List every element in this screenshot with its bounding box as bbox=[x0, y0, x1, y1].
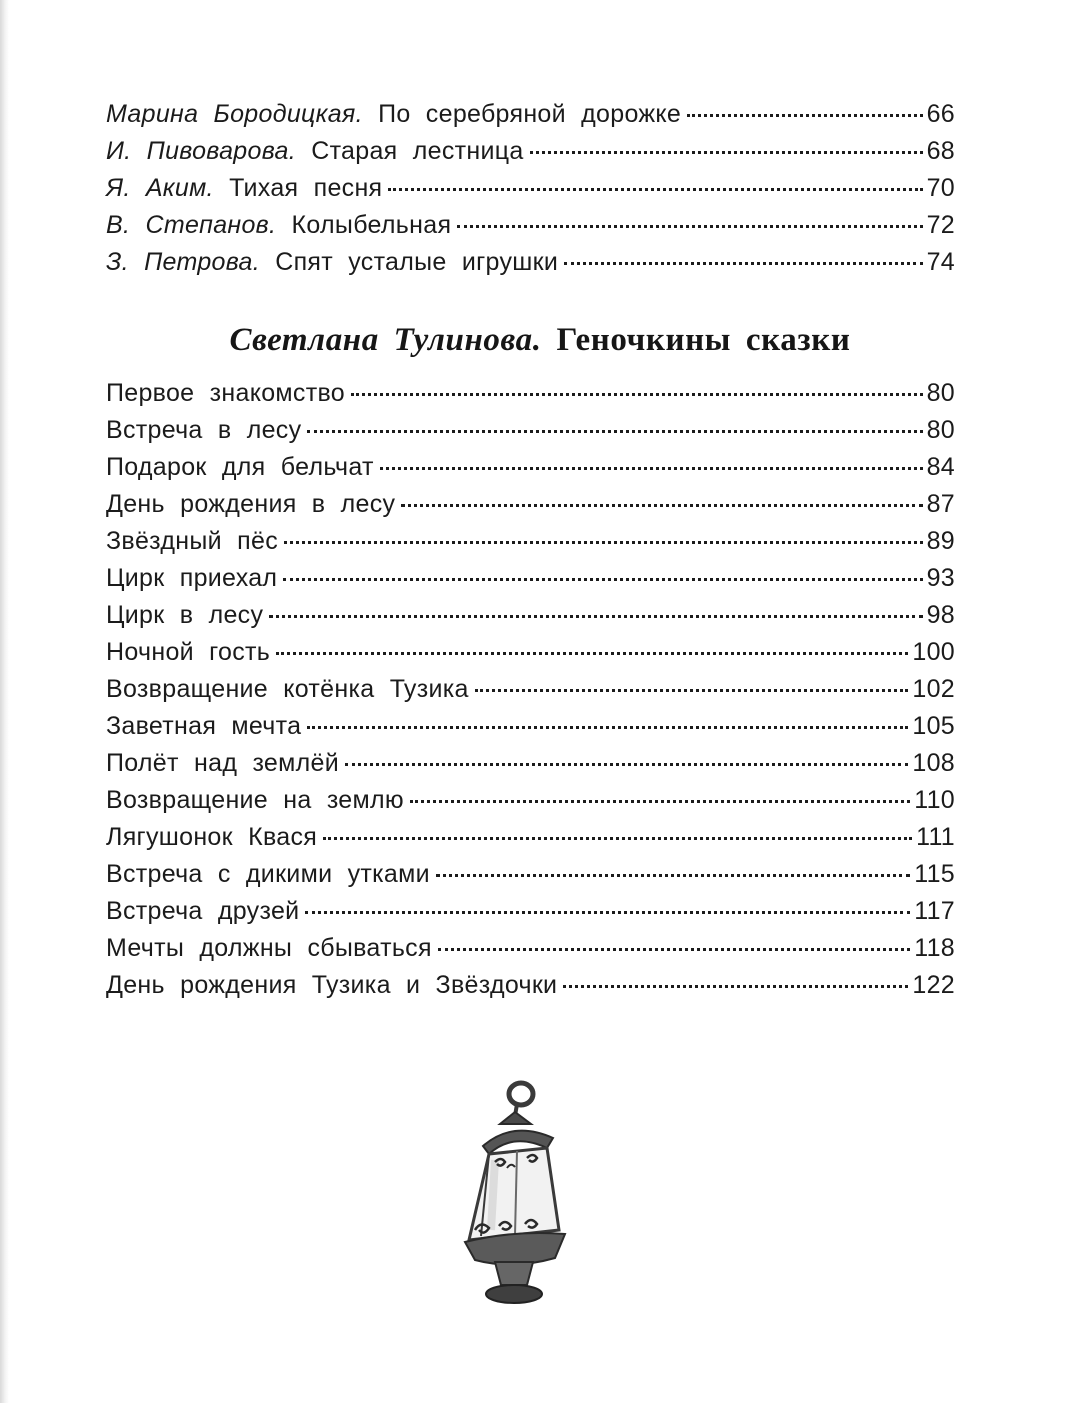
toc-entry[interactable] bbox=[106, 934, 955, 971]
toc-entry[interactable] bbox=[106, 786, 955, 823]
toc-entry[interactable] bbox=[106, 638, 955, 675]
toc-entry[interactable] bbox=[106, 564, 955, 601]
leader-dots bbox=[345, 763, 908, 766]
entry-page: 70 bbox=[926, 174, 955, 202]
toc-entry[interactable] bbox=[106, 749, 955, 786]
entry-page: 110 bbox=[914, 786, 955, 814]
entry-page: 98 bbox=[926, 601, 955, 629]
entry-title: Подарок для бельчат bbox=[106, 453, 374, 481]
entry-page: 74 bbox=[926, 248, 955, 276]
toc-entry[interactable] bbox=[106, 601, 955, 638]
toc-entry[interactable] bbox=[106, 453, 955, 490]
entry-title: Старая лестница bbox=[311, 137, 524, 165]
entry-title: Цирк приехал bbox=[106, 564, 278, 592]
toc-entry[interactable] bbox=[106, 823, 955, 860]
leader-dots bbox=[283, 578, 922, 581]
entry-page: 80 bbox=[926, 379, 955, 407]
toc-section-authors bbox=[106, 100, 955, 285]
entry-page: 122 bbox=[912, 971, 955, 999]
toc-entry[interactable] bbox=[106, 860, 955, 897]
entry-page: 118 bbox=[914, 934, 955, 962]
entry-title: Возвращение котёнка Тузика bbox=[106, 675, 469, 703]
entry-title: Тихая песня bbox=[229, 174, 383, 202]
leader-dots bbox=[323, 837, 912, 840]
leader-dots bbox=[475, 689, 909, 692]
entry-page: 102 bbox=[912, 675, 955, 703]
entry-title: День рождения Тузика и Звёздочки bbox=[106, 971, 558, 999]
entry-title: Лягушонок Квася bbox=[106, 823, 318, 851]
section-heading-author: Светлана Тулинова. bbox=[229, 322, 542, 358]
leader-dots bbox=[305, 911, 910, 914]
entry-title: Спят усталые игрушки bbox=[275, 248, 559, 276]
entry-title: Ночной гость bbox=[106, 638, 271, 666]
toc-entry[interactable] bbox=[106, 174, 955, 211]
entry-title: По серебряной дорожке bbox=[378, 100, 682, 128]
entry-title: Цирк в лесу bbox=[106, 601, 264, 629]
entry-author: И. Пивоварова. bbox=[106, 137, 296, 165]
leader-dots bbox=[530, 151, 923, 154]
toc-entry[interactable] bbox=[106, 971, 955, 1008]
entry-page: 72 bbox=[926, 211, 955, 239]
toc-entry[interactable] bbox=[106, 897, 955, 934]
leader-dots bbox=[564, 262, 922, 265]
toc-section-tales bbox=[106, 379, 955, 1008]
entry-title: Встреча в лесу bbox=[106, 416, 302, 444]
entry-title: Возвращение на землю bbox=[106, 786, 404, 814]
leader-dots bbox=[269, 615, 922, 618]
entry-author: Марина Бородицкая. bbox=[106, 100, 363, 128]
toc-entry[interactable] bbox=[106, 211, 955, 248]
toc-entry[interactable] bbox=[106, 248, 955, 285]
entry-title: Заветная мечта bbox=[106, 712, 302, 740]
entry-page: 66 bbox=[926, 100, 955, 128]
entry-page: 111 bbox=[916, 823, 955, 851]
section-heading bbox=[0, 322, 1080, 359]
entry-author: В. Степанов. bbox=[106, 211, 277, 239]
leader-dots bbox=[307, 726, 908, 729]
entry-page: 89 bbox=[926, 527, 955, 555]
entry-author: Я. Аким. bbox=[106, 174, 214, 202]
entry-page: 105 bbox=[912, 712, 955, 740]
leader-dots bbox=[380, 467, 923, 470]
entry-title: Полёт над землёй bbox=[106, 749, 339, 777]
entry-page: 80 bbox=[926, 416, 955, 444]
entry-page: 87 bbox=[926, 490, 955, 518]
entry-page: 100 bbox=[912, 638, 955, 666]
entry-page: 68 bbox=[926, 137, 955, 165]
section-heading-title: Геночкины сказки bbox=[556, 322, 851, 358]
lantern-icon bbox=[455, 1080, 575, 1315]
leader-dots bbox=[687, 114, 922, 117]
leader-dots bbox=[401, 504, 922, 507]
leader-dots bbox=[351, 393, 923, 396]
leader-dots bbox=[436, 874, 910, 877]
toc-entry[interactable] bbox=[106, 527, 955, 564]
toc-entry[interactable] bbox=[106, 100, 955, 137]
toc-entry[interactable] bbox=[106, 490, 955, 527]
leader-dots bbox=[438, 948, 910, 951]
entry-author: З. Петрова. bbox=[106, 248, 260, 276]
entry-title: Встреча друзей bbox=[106, 897, 300, 925]
toc-entry[interactable] bbox=[106, 416, 955, 453]
leader-dots bbox=[410, 800, 910, 803]
entry-page: 115 bbox=[914, 860, 955, 888]
entry-title: Встреча с дикими утками bbox=[106, 860, 430, 888]
toc-entry[interactable] bbox=[106, 137, 955, 174]
entry-title: Первое знакомство bbox=[106, 379, 345, 407]
entry-page: 108 bbox=[912, 749, 955, 777]
entry-page: 93 bbox=[926, 564, 955, 592]
entry-title: День рождения в лесу bbox=[106, 490, 396, 518]
leader-dots bbox=[388, 188, 922, 191]
leader-dots bbox=[563, 985, 908, 988]
entry-page: 84 bbox=[926, 453, 955, 481]
entry-title: Колыбельная bbox=[291, 211, 452, 239]
toc-entry[interactable] bbox=[106, 675, 955, 712]
entry-title: Мечты должны сбываться bbox=[106, 934, 432, 962]
toc-entry[interactable] bbox=[106, 379, 955, 416]
leader-dots bbox=[276, 652, 908, 655]
entry-page: 117 bbox=[914, 897, 955, 925]
toc-entry[interactable] bbox=[106, 712, 955, 749]
page-edge-shadow bbox=[0, 0, 9, 1403]
entry-title: Звёздный пёс bbox=[106, 527, 279, 555]
leader-dots bbox=[457, 225, 922, 228]
leader-dots bbox=[284, 541, 923, 544]
leader-dots bbox=[307, 430, 922, 433]
